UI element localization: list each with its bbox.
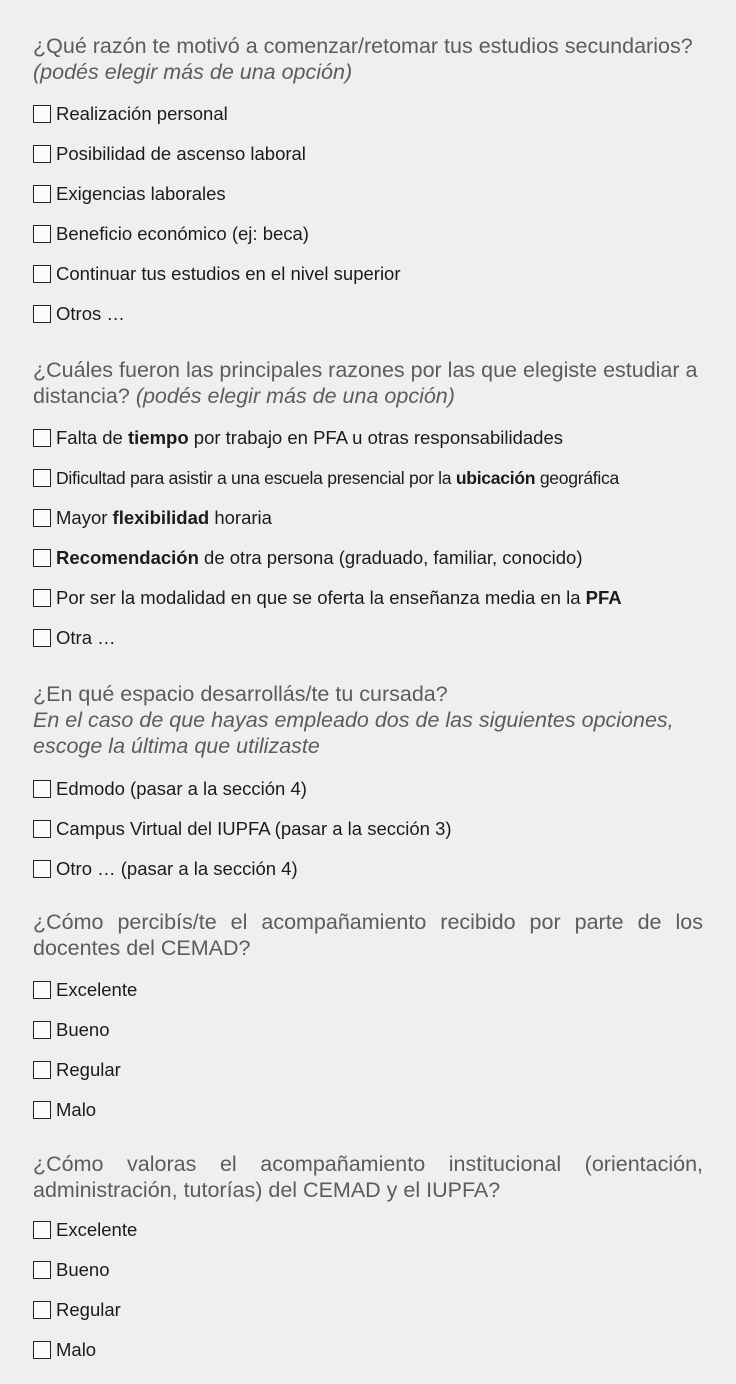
option-label (56, 468, 619, 489)
option-label (56, 1259, 110, 1281)
question-3-option-2[interactable] (33, 818, 452, 840)
option-label (56, 183, 226, 205)
option-label (56, 547, 583, 569)
option-label (56, 143, 306, 165)
question-2-option-6[interactable] (33, 627, 116, 649)
option-label (56, 818, 452, 840)
option-label (56, 979, 137, 1001)
question-5-option-1[interactable] (33, 1219, 137, 1241)
option-label-text: Mayor (56, 507, 113, 528)
option-label (56, 858, 298, 880)
question-2-heading (33, 357, 703, 409)
checkbox[interactable] (33, 429, 51, 447)
option-label-text: Beneficio económico (ej: beca) (56, 223, 309, 244)
question-4-heading (33, 909, 703, 961)
option-label (56, 1219, 137, 1241)
checkbox[interactable] (33, 1101, 51, 1119)
checkbox[interactable] (33, 265, 51, 283)
question-3-option-1[interactable] (33, 778, 307, 800)
option-label-text: por trabajo en PFA u otras responsabilidades (188, 427, 563, 448)
option-label-text: de otra persona (graduado, familiar, conocido) (198, 547, 583, 568)
question-4-option-2[interactable] (33, 1019, 110, 1041)
question-1-option-5[interactable] (33, 263, 401, 285)
question-2-option-5[interactable] (33, 587, 622, 609)
option-label-text: Bueno (56, 1259, 110, 1280)
checkbox[interactable] (33, 589, 51, 607)
checkbox[interactable] (33, 629, 51, 647)
question-2-title: ¿Cuáles fueron las principales razones por las que elegiste estudiar a distancia? (33, 358, 698, 408)
option-label-emphasis: PFA (585, 587, 622, 608)
checkbox[interactable] (33, 1261, 51, 1279)
option-label-text: Otra … (56, 627, 116, 648)
option-label-text: Malo (56, 1099, 97, 1120)
question-4-option-1[interactable] (33, 979, 137, 1001)
question-4-title: ¿Cómo percibís/te el acompañamiento recibido por parte de los docentes del CEMAD? (33, 910, 703, 960)
checkbox[interactable] (33, 820, 51, 838)
option-label (56, 223, 309, 245)
option-label (56, 1019, 110, 1041)
question-5-option-3[interactable] (33, 1299, 121, 1321)
option-label-text: Posibilidad de ascenso laboral (56, 143, 306, 164)
option-label (56, 103, 228, 125)
option-label-text: geográfica (535, 467, 619, 488)
question-2-note: (podés elegir más de una opción) (135, 384, 455, 408)
option-label-emphasis: Recomendación (56, 547, 199, 568)
option-label-text: Falta de (56, 427, 128, 448)
option-label-text: Campus Virtual del IUPFA (pasar a la sección 3) (56, 818, 452, 839)
option-label (56, 1059, 121, 1081)
option-label-text: Otros … (56, 303, 125, 324)
option-label (56, 303, 125, 325)
question-5-title: ¿Cómo valoras el acompañamiento institucional (orientación, administración, tutorías) del CEMAD y el IUPFA? (33, 1152, 703, 1202)
option-label-emphasis: ubicación (455, 467, 536, 488)
question-1-option-6[interactable] (33, 303, 125, 325)
question-1-heading (33, 33, 703, 85)
option-label-text: Regular (56, 1059, 121, 1080)
option-label (56, 1099, 96, 1121)
option-label (56, 263, 401, 285)
question-1-option-3[interactable] (33, 183, 226, 205)
checkbox[interactable] (33, 225, 51, 243)
question-3-heading (33, 681, 703, 759)
option-label (56, 587, 622, 609)
question-1-note: (podés elegir más de una opción) (33, 60, 353, 84)
option-label-emphasis: tiempo (128, 427, 189, 448)
option-label-text: Excelente (56, 979, 138, 1000)
option-label (56, 778, 307, 800)
question-1-option-2[interactable] (33, 143, 306, 165)
option-label-text: horaria (209, 507, 272, 528)
question-3-note: En el caso de que hayas empleado dos de las siguientes opciones, escoge la última que utilizaste (33, 708, 674, 758)
checkbox[interactable] (33, 105, 51, 123)
question-1-option-4[interactable] (33, 223, 309, 245)
option-label (56, 427, 563, 449)
question-2-option-4[interactable] (33, 547, 583, 569)
checkbox[interactable] (33, 1021, 51, 1039)
question-5-option-4[interactable] (33, 1339, 96, 1361)
option-label-text: Realización personal (56, 103, 228, 124)
question-4-option-3[interactable] (33, 1059, 121, 1081)
option-label-text: Excelente (56, 1219, 138, 1240)
question-5-option-2[interactable] (33, 1259, 110, 1281)
option-label-text: Malo (56, 1339, 97, 1360)
option-label-text: Bueno (56, 1019, 110, 1040)
checkbox[interactable] (33, 981, 51, 999)
option-label-text: Por ser la modalidad en que se oferta la enseñanza media en la (56, 587, 586, 608)
checkbox[interactable] (33, 549, 51, 567)
question-1-title: ¿Qué razón te motivó a comenzar/retomar tus estudios secundarios? (33, 34, 693, 58)
checkbox[interactable] (33, 305, 51, 323)
checkbox[interactable] (33, 469, 51, 487)
checkbox[interactable] (33, 860, 51, 878)
option-label (56, 1299, 121, 1321)
option-label-text: Regular (56, 1299, 121, 1320)
checkbox[interactable] (33, 1221, 51, 1239)
question-1-option-1[interactable] (33, 103, 228, 125)
option-label (56, 627, 116, 649)
option-label-text: Otro … (pasar a la sección 4) (56, 858, 298, 879)
question-2-option-2[interactable] (33, 467, 619, 489)
question-5-heading (33, 1151, 703, 1203)
option-label (56, 507, 272, 529)
checkbox[interactable] (33, 185, 51, 203)
question-2-option-1[interactable] (33, 427, 563, 449)
checkbox[interactable] (33, 1341, 51, 1359)
checkbox[interactable] (33, 145, 51, 163)
question-2-option-3[interactable] (33, 507, 272, 529)
checkbox[interactable] (33, 780, 51, 798)
checkbox[interactable] (33, 1301, 51, 1319)
question-3-title: ¿En qué espacio desarrollás/te tu cursada? (33, 682, 448, 706)
question-3-option-3[interactable] (33, 858, 298, 880)
option-label-text: Dificultad para asistir a una escuela presencial por la (56, 467, 456, 488)
checkbox[interactable] (33, 509, 51, 527)
option-label-text: Continuar tus estudios en el nivel superior (56, 263, 401, 284)
option-label-text: Exigencias laborales (56, 183, 226, 204)
option-label-emphasis: flexibilidad (112, 507, 210, 528)
option-label (56, 1339, 96, 1361)
question-4-option-4[interactable] (33, 1099, 96, 1121)
checkbox[interactable] (33, 1061, 51, 1079)
option-label-text: Edmodo (pasar a la sección 4) (56, 778, 307, 799)
